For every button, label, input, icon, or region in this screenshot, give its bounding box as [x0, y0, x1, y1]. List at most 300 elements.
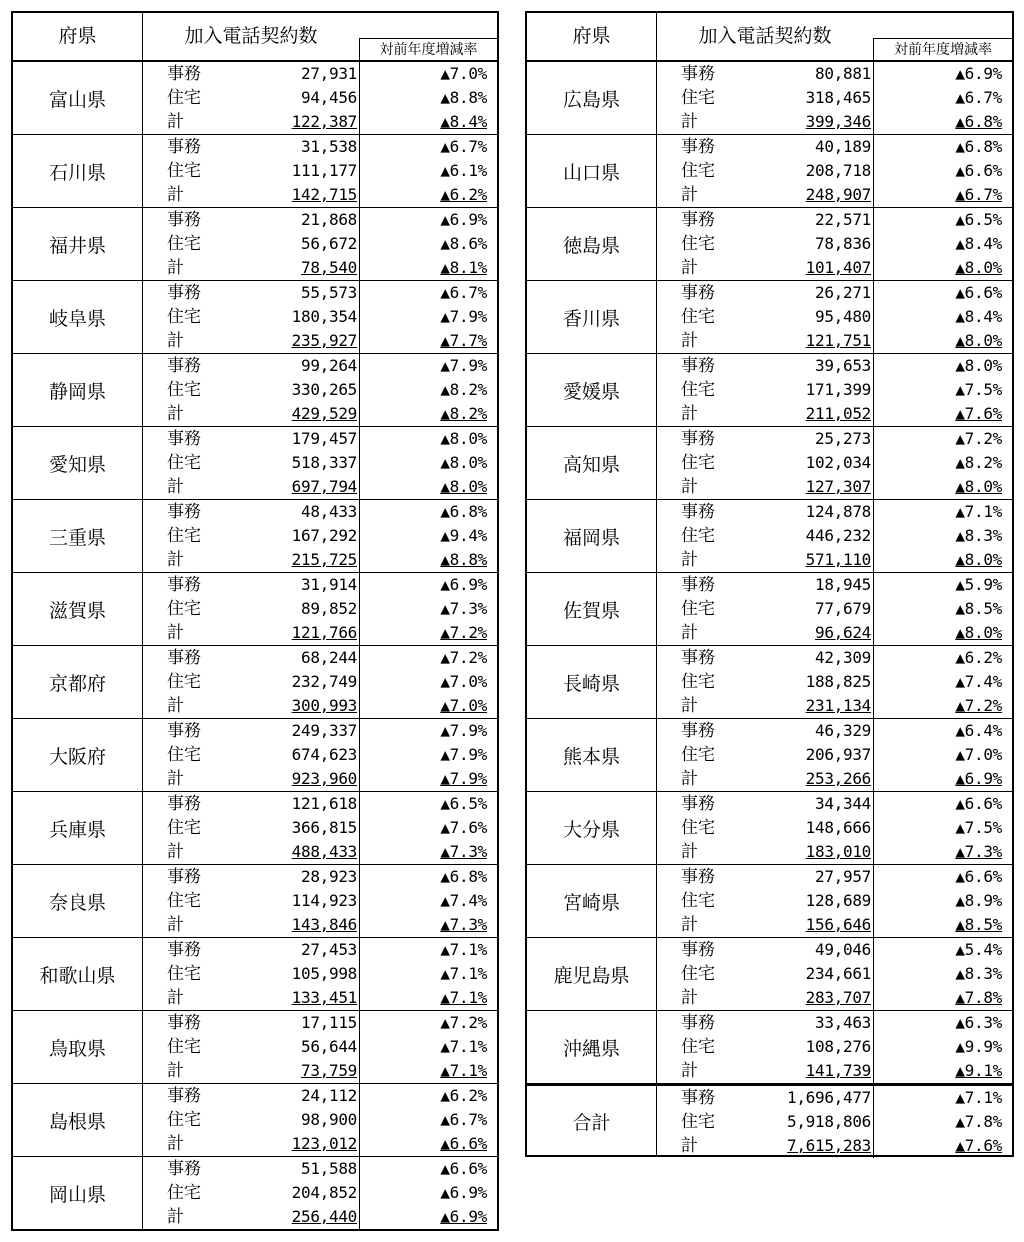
contract-count: 248,907: [805, 185, 871, 204]
row-label: 住宅: [167, 1037, 201, 1057]
row-label: 事務: [167, 940, 201, 960]
row-label: 事務: [167, 1086, 201, 1106]
contract-count: 7,615,283: [787, 1136, 871, 1155]
prefecture-name: 鳥取県: [13, 1011, 143, 1083]
contract-count: 17,115: [301, 1013, 357, 1032]
contract-count: 249,337: [291, 721, 357, 740]
yoy-rate: ▲6.9%: [359, 1205, 497, 1229]
table-row: [143, 986, 497, 1010]
row-label: 計: [167, 623, 184, 643]
yoy-rate: ▲7.2%: [359, 646, 497, 670]
contract-count: 80,881: [815, 64, 871, 83]
yoy-rate: ▲7.3%: [359, 913, 497, 937]
table-row: [143, 232, 497, 256]
contract-count: 674,623: [291, 745, 357, 764]
table-row: [657, 816, 1012, 840]
yoy-rate: ▲9.9%: [873, 1035, 1012, 1059]
contract-count: 171,399: [805, 380, 871, 399]
contract-count: 25,273: [815, 429, 871, 448]
yoy-rate: ▲7.3%: [359, 597, 497, 621]
row-label: 事務: [167, 137, 201, 157]
contract-count: 488,433: [291, 842, 357, 861]
contract-count: 77,679: [815, 599, 871, 618]
prefecture-group: [13, 354, 497, 427]
row-label: 事務: [681, 64, 715, 84]
contract-count: 231,134: [805, 696, 871, 715]
table-row: [143, 256, 497, 280]
prefecture-rows: [657, 354, 1012, 426]
table-row: [657, 281, 1012, 305]
yoy-rate: ▲8.2%: [359, 402, 497, 426]
contract-count: 73,759: [301, 1061, 357, 1080]
prefecture-rows: [657, 865, 1012, 937]
row-label: 計: [681, 769, 698, 789]
row-label: 事務: [167, 1013, 201, 1033]
prefecture-name: 愛知県: [13, 427, 143, 499]
yoy-rate: ▲8.4%: [873, 232, 1012, 256]
table-row: [143, 86, 497, 110]
table-row: [657, 1134, 1012, 1158]
yoy-rate: ▲8.0%: [359, 427, 497, 451]
yoy-rate: ▲6.9%: [359, 573, 497, 597]
yoy-rate: ▲6.2%: [359, 1084, 497, 1108]
table-row: [657, 743, 1012, 767]
row-label: 計: [681, 915, 698, 935]
row-label: 事務: [681, 429, 715, 449]
table-row: [143, 159, 497, 183]
row-label: 住宅: [681, 1112, 715, 1132]
contract-count: 204,852: [291, 1183, 357, 1202]
table-row: [657, 986, 1012, 1010]
row-label: 住宅: [681, 599, 715, 619]
yoy-rate: ▲9.1%: [873, 1059, 1012, 1083]
contract-count: 27,957: [815, 867, 871, 886]
row-label: 住宅: [681, 307, 715, 327]
table-row: [657, 62, 1012, 86]
yoy-rate: ▲6.9%: [873, 62, 1012, 86]
contract-count: 429,529: [291, 404, 357, 423]
yoy-rate: ▲7.1%: [359, 986, 497, 1010]
row-label: 住宅: [167, 161, 201, 181]
yoy-rate: ▲6.8%: [873, 135, 1012, 159]
contract-count: 89,852: [301, 599, 357, 618]
prefecture-rows: [657, 500, 1012, 572]
yoy-rate: ▲7.0%: [873, 743, 1012, 767]
yoy-rate: ▲7.9%: [359, 743, 497, 767]
prefecture-rows: [657, 573, 1012, 645]
contract-count: 21,868: [301, 210, 357, 229]
table-row: [657, 621, 1012, 645]
prefecture-name: 和歌山県: [13, 938, 143, 1010]
yoy-rate: ▲7.1%: [359, 1035, 497, 1059]
contract-count: 235,927: [291, 331, 357, 350]
row-label: 事務: [167, 64, 201, 84]
contract-count: 96,624: [815, 623, 871, 642]
contract-count: 42,309: [815, 648, 871, 667]
contract-count: 27,931: [301, 64, 357, 83]
table-row: [657, 889, 1012, 913]
row-label: 事務: [167, 1159, 201, 1179]
table-row: [143, 378, 497, 402]
right-table: [525, 11, 1014, 1157]
row-label: 計: [681, 623, 698, 643]
left-table-body: [13, 62, 497, 1230]
yoy-rate: ▲7.7%: [359, 329, 497, 353]
yoy-rate: ▲7.6%: [873, 1134, 1012, 1158]
yoy-rate: ▲8.0%: [359, 451, 497, 475]
row-label: 計: [167, 696, 184, 716]
contract-count: 27,453: [301, 940, 357, 959]
yoy-rate: ▲6.8%: [873, 110, 1012, 134]
yoy-rate: ▲7.1%: [873, 1086, 1012, 1110]
table-row: [657, 573, 1012, 597]
table-row: [143, 1035, 497, 1059]
table-row: [143, 135, 497, 159]
prefecture-group: [13, 1084, 497, 1157]
yoy-rate: ▲7.9%: [359, 305, 497, 329]
table-row: [657, 427, 1012, 451]
contract-count: 124,878: [805, 502, 871, 521]
header-yoy-rate: 対前年度増減率: [359, 38, 497, 60]
table-row: [657, 500, 1012, 524]
row-label: 住宅: [167, 672, 201, 692]
yoy-rate: ▲6.4%: [873, 719, 1012, 743]
table-row: [657, 329, 1012, 353]
contract-count: 121,751: [805, 331, 871, 350]
header-contract-count: 加入電話契約数: [698, 25, 832, 47]
table-header: [13, 13, 497, 62]
row-label: 計: [681, 258, 698, 278]
yoy-rate: ▲8.1%: [359, 256, 497, 280]
row-label: 計: [167, 1134, 184, 1154]
prefecture-rows: [143, 719, 497, 791]
row-label: 事務: [681, 794, 715, 814]
prefecture-name: 宮崎県: [527, 865, 657, 937]
prefecture-name: 広島県: [527, 62, 657, 134]
yoy-rate: ▲8.0%: [873, 354, 1012, 378]
prefecture-group: [527, 865, 1012, 938]
contract-count: 142,715: [291, 185, 357, 204]
contract-count: 49,046: [815, 940, 871, 959]
prefecture-group: [13, 427, 497, 500]
header-yoy-rate: 対前年度増減率: [873, 38, 1012, 60]
yoy-rate: ▲8.8%: [359, 548, 497, 572]
contract-count: 123,012: [291, 1134, 357, 1153]
contract-count: 55,573: [301, 283, 357, 302]
table-row: [143, 573, 497, 597]
row-label: 住宅: [167, 307, 201, 327]
row-label: 住宅: [167, 599, 201, 619]
yoy-rate: ▲8.5%: [873, 597, 1012, 621]
yoy-rate: ▲8.2%: [359, 378, 497, 402]
yoy-rate: ▲6.7%: [873, 86, 1012, 110]
table-row: [143, 1059, 497, 1083]
table-row: [143, 500, 497, 524]
prefecture-group: [13, 500, 497, 573]
prefecture-group: [527, 208, 1012, 281]
table-row: [657, 183, 1012, 207]
yoy-rate: ▲6.7%: [359, 1108, 497, 1132]
row-label: 事務: [681, 1013, 715, 1033]
prefecture-name: 石川県: [13, 135, 143, 207]
table-row: [143, 1205, 497, 1229]
table-row: [143, 1181, 497, 1205]
contract-count: 366,815: [291, 818, 357, 837]
contract-count: 33,463: [815, 1013, 871, 1032]
table-header: [527, 13, 1012, 62]
row-label: 事務: [681, 867, 715, 887]
contract-count: 102,034: [805, 453, 871, 472]
contract-count: 148,666: [805, 818, 871, 837]
prefecture-rows: [143, 135, 497, 207]
prefecture-group: [13, 1011, 497, 1084]
prefecture-rows: [143, 281, 497, 353]
table-row: [143, 889, 497, 913]
prefecture-group: [527, 354, 1012, 427]
row-label: 事務: [167, 721, 201, 741]
contract-count: 98,900: [301, 1110, 357, 1129]
prefecture-rows: [143, 573, 497, 645]
yoy-rate: ▲7.2%: [873, 427, 1012, 451]
contract-count: 128,689: [805, 891, 871, 910]
table-row: [657, 475, 1012, 499]
contract-count: 571,110: [805, 550, 871, 569]
row-label: 住宅: [167, 745, 201, 765]
row-label: 住宅: [167, 1183, 201, 1203]
row-label: 事務: [167, 356, 201, 376]
table-row: [143, 402, 497, 426]
row-label: 計: [167, 1061, 184, 1081]
row-label: 住宅: [681, 964, 715, 984]
yoy-rate: ▲6.2%: [359, 183, 497, 207]
prefecture-name: 熊本県: [527, 719, 657, 791]
contract-count: 101,407: [805, 258, 871, 277]
prefecture-group: [13, 646, 497, 719]
row-label: 住宅: [681, 891, 715, 911]
prefecture-name: 鹿児島県: [527, 938, 657, 1010]
row-label: 事務: [681, 210, 715, 230]
row-label: 計: [167, 112, 184, 132]
contract-count: 300,993: [291, 696, 357, 715]
table-row: [657, 597, 1012, 621]
prefecture-group: [527, 1011, 1012, 1084]
table-row: [657, 159, 1012, 183]
row-label: 事務: [681, 648, 715, 668]
yoy-rate: ▲7.2%: [359, 1011, 497, 1035]
table-row: [143, 329, 497, 353]
yoy-rate: ▲7.5%: [873, 816, 1012, 840]
contract-count: 156,646: [805, 915, 871, 934]
yoy-rate: ▲7.6%: [873, 402, 1012, 426]
table-row: [657, 646, 1012, 670]
contract-count: 330,265: [291, 380, 357, 399]
row-label: 計: [167, 258, 184, 278]
table-row: [657, 840, 1012, 864]
yoy-rate: ▲8.9%: [873, 889, 1012, 913]
table-row: [657, 232, 1012, 256]
row-label: 計: [167, 1207, 184, 1227]
contract-count: 232,749: [291, 672, 357, 691]
table-row: [143, 1132, 497, 1156]
prefecture-name: 徳島県: [527, 208, 657, 280]
contract-count: 253,266: [805, 769, 871, 788]
row-label: 事務: [167, 210, 201, 230]
table-row: [143, 1157, 497, 1181]
row-label: 計: [681, 112, 698, 132]
yoy-rate: ▲7.1%: [359, 938, 497, 962]
row-label: 住宅: [681, 1037, 715, 1057]
row-label: 事務: [681, 721, 715, 741]
table-row: [143, 548, 497, 572]
contract-count: 24,112: [301, 1086, 357, 1105]
table-row: [143, 913, 497, 937]
row-label: 住宅: [167, 88, 201, 108]
yoy-rate: ▲7.1%: [359, 1059, 497, 1083]
contract-count: 215,725: [291, 550, 357, 569]
row-label: 事務: [681, 575, 715, 595]
yoy-rate: ▲6.9%: [359, 1181, 497, 1205]
row-label: 事務: [681, 940, 715, 960]
row-label: 住宅: [167, 453, 201, 473]
prefecture-name: 富山県: [13, 62, 143, 134]
yoy-rate: ▲6.5%: [873, 208, 1012, 232]
yoy-rate: ▲7.5%: [873, 378, 1012, 402]
yoy-rate: ▲6.6%: [359, 1157, 497, 1181]
row-label: 住宅: [681, 380, 715, 400]
prefecture-name: 滋賀県: [13, 573, 143, 645]
row-label: 住宅: [167, 1110, 201, 1130]
prefecture-group: [527, 646, 1012, 719]
yoy-rate: ▲8.2%: [873, 451, 1012, 475]
row-label: 事務: [167, 867, 201, 887]
yoy-rate: ▲7.3%: [359, 840, 497, 864]
prefecture-name: 長崎県: [527, 646, 657, 718]
table-row: [143, 962, 497, 986]
yoy-rate: ▲7.4%: [873, 670, 1012, 694]
yoy-rate: ▲5.4%: [873, 938, 1012, 962]
yoy-rate: ▲7.2%: [359, 621, 497, 645]
table-row: [657, 670, 1012, 694]
row-label: 事務: [167, 648, 201, 668]
row-label: 事務: [681, 137, 715, 157]
yoy-rate: ▲6.5%: [359, 792, 497, 816]
table-row: [143, 305, 497, 329]
prefecture-rows: [657, 208, 1012, 280]
contract-count: 318,465: [805, 88, 871, 107]
prefecture-rows: [143, 646, 497, 718]
row-label: 住宅: [167, 526, 201, 546]
prefecture-name: 三重県: [13, 500, 143, 572]
table-row: [657, 792, 1012, 816]
yoy-rate: ▲6.6%: [873, 159, 1012, 183]
row-label: 住宅: [681, 672, 715, 692]
row-label: 事務: [681, 1088, 715, 1108]
table-row: [657, 548, 1012, 572]
row-label: 事務: [681, 356, 715, 376]
prefecture-name: 京都府: [13, 646, 143, 718]
table-row: [143, 1084, 497, 1108]
row-label: 事務: [167, 575, 201, 595]
yoy-rate: ▲6.7%: [359, 135, 497, 159]
yoy-rate: ▲7.2%: [873, 694, 1012, 718]
prefecture-group: [527, 427, 1012, 500]
prefecture-name: 佐賀県: [527, 573, 657, 645]
table-row: [143, 183, 497, 207]
contract-count: 283,707: [805, 988, 871, 1007]
contract-count: 697,794: [291, 477, 357, 496]
contract-count: 39,653: [815, 356, 871, 375]
prefecture-group: [13, 573, 497, 646]
contract-count: 518,337: [291, 453, 357, 472]
prefecture-rows: [143, 427, 497, 499]
table-row: [143, 597, 497, 621]
row-label: 事務: [167, 283, 201, 303]
row-label: 計: [167, 185, 184, 205]
row-label: 住宅: [681, 161, 715, 181]
yoy-rate: ▲7.4%: [359, 889, 497, 913]
table-row: [143, 208, 497, 232]
row-label: 住宅: [681, 526, 715, 546]
table-row: [143, 816, 497, 840]
table-row: [143, 62, 497, 86]
table-row: [657, 524, 1012, 548]
prefecture-rows: [657, 938, 1012, 1010]
contract-count: 99,264: [301, 356, 357, 375]
yoy-rate: ▲8.0%: [873, 256, 1012, 280]
prefecture-group: [13, 208, 497, 281]
table-row: [143, 621, 497, 645]
prefecture-group: [527, 573, 1012, 646]
row-label: 計: [681, 1136, 698, 1156]
contract-count: 446,232: [805, 526, 871, 545]
row-label: 事務: [167, 794, 201, 814]
row-label: 住宅: [167, 891, 201, 911]
prefecture-name: 合計: [527, 1086, 657, 1157]
yoy-rate: ▲8.3%: [873, 524, 1012, 548]
row-label: 事務: [681, 283, 715, 303]
prefecture-rows: [657, 646, 1012, 718]
yoy-rate: ▲7.3%: [873, 840, 1012, 864]
yoy-rate: ▲8.0%: [873, 329, 1012, 353]
yoy-rate: ▲8.4%: [873, 305, 1012, 329]
prefecture-rows: [657, 62, 1012, 134]
contract-count: 179,457: [291, 429, 357, 448]
row-label: 計: [167, 477, 184, 497]
prefecture-group: [13, 62, 497, 135]
contract-count: 94,456: [301, 88, 357, 107]
table-row: [657, 1011, 1012, 1035]
row-label: 住宅: [681, 745, 715, 765]
table-row: [143, 694, 497, 718]
table-row: [143, 670, 497, 694]
prefecture-rows: [657, 792, 1012, 864]
prefecture-rows: [143, 792, 497, 864]
contract-count: 399,346: [805, 112, 871, 131]
row-label: 事務: [681, 502, 715, 522]
table-row: [143, 767, 497, 791]
prefecture-group: [13, 1157, 497, 1230]
yoy-rate: ▲8.3%: [873, 962, 1012, 986]
prefecture-name: 沖縄県: [527, 1011, 657, 1083]
prefecture-group: [13, 719, 497, 792]
row-label: 計: [681, 331, 698, 351]
prefecture-rows: [657, 1011, 1012, 1083]
prefecture-name: 兵庫県: [13, 792, 143, 864]
row-label: 計: [167, 915, 184, 935]
row-label: 住宅: [167, 818, 201, 838]
table-row: [657, 402, 1012, 426]
contract-count: 114,923: [291, 891, 357, 910]
